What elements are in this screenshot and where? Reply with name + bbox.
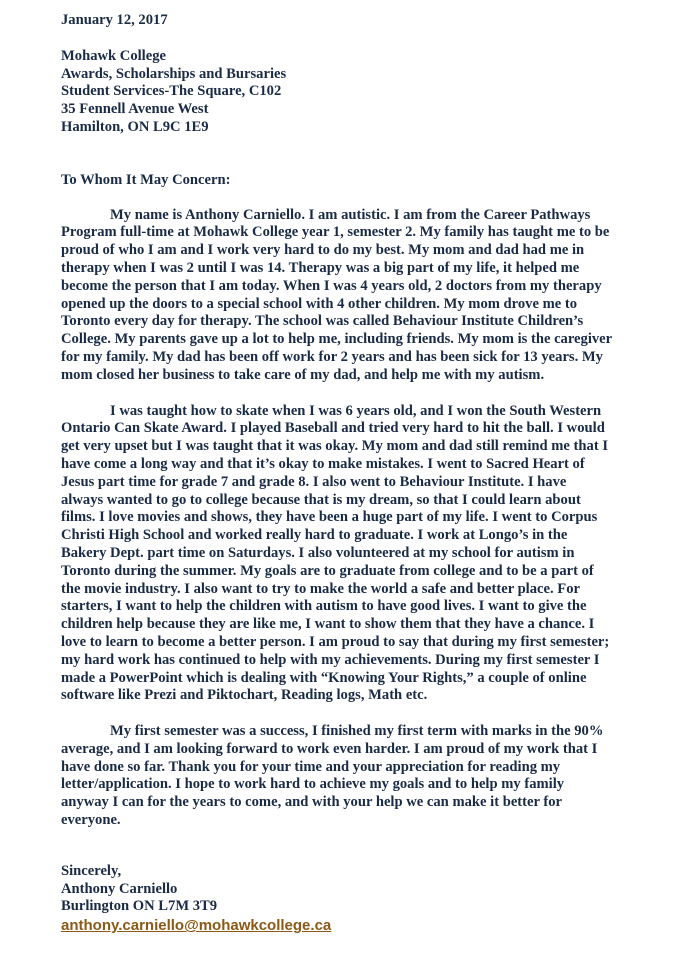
paragraph-line: my hard work has continued to help with my achievements. During my first semester I xyxy=(61,651,600,668)
paragraph-line: become the person that I am today. When I was 4 years old, 2 doctors from my therapy xyxy=(61,277,602,294)
paragraph-1 xyxy=(61,207,661,385)
sender-name: Anthony Carniello xyxy=(61,880,178,897)
letter-date: January 12, 2017 xyxy=(61,12,168,28)
paragraph-line: average, and I am looking forward to work even harder. I am proud of my work that I xyxy=(61,740,598,757)
paragraph-line: I was taught how to skate when I was 6 years old, and I won the South Western xyxy=(110,402,602,419)
paragraph-line: films. I love movies and shows, they have been a huge part of my life. I went to Corpus xyxy=(61,509,598,526)
paragraph-line: children help because they are like me, I want to show them that they have a chance. I xyxy=(61,616,595,633)
paragraph-line: have done so far. Thank you for your time and your appreciation for reading my xyxy=(61,758,561,775)
letter xyxy=(61,12,661,935)
paragraph-line: Bakery Dept. part time on Saturdays. I also volunteered at my school for autism in xyxy=(61,544,575,561)
paragraph-line: My first semester was a success, I finished my first term with marks in the 90% xyxy=(110,723,604,740)
paragraph-line: My name is Anthony Carniello. I am autistic. I am from the Career Pathways xyxy=(110,206,591,223)
paragraph-line: get very upset but I was taught that it was okay. My mom and dad still remind me that I xyxy=(61,438,609,455)
paragraph-line: made a PowerPoint which is dealing with “Knowing Your Rights,” a couple of online xyxy=(61,669,587,686)
paragraph-line: mom closed her business to take care of my dad, and help me with my autism. xyxy=(61,366,545,383)
paragraph-line: always wanted to go to college because that is my dream, so that I could learn about xyxy=(61,491,581,508)
paragraph-line: College. My parents gave up a lot to help me, including friends. My mom is the caregiver xyxy=(61,331,613,348)
email-link[interactable]: anthony.carniello@mohawkcollege.ca xyxy=(61,917,332,935)
closing-block xyxy=(61,863,661,935)
paragraph-line: for my family. My dad has been off work for 2 years and has been sick for 13 years. My xyxy=(61,348,603,365)
recipient-line: Hamilton, ON L9C 1E9 xyxy=(61,118,209,135)
paragraph-line: Jesus part time for grade 7 and grade 8. I also went to Behaviour Institute. I have xyxy=(61,473,567,490)
paragraph-line: letter/application. I hope to work hard to achieve my goals and to help my family xyxy=(61,776,565,793)
paragraph-2 xyxy=(61,403,661,706)
paragraph-line: anyway I can for the years to come, and with your help we can make it better for xyxy=(61,794,562,811)
paragraph-3 xyxy=(61,723,661,830)
paragraph-line: the movie industry. I also want to try to make the world a safe and better place. For xyxy=(61,580,580,597)
salutation: To Whom It May Concern: xyxy=(61,171,231,188)
sender-address: Burlington ON L7M 3T9 xyxy=(61,898,218,915)
paragraph-line: proud of who I am and I work very hard to do my best. My mom and dad had me in xyxy=(61,242,585,259)
paragraph-line: opened up the doors to a special school with 4 other children. My mom drove me to xyxy=(61,295,578,312)
paragraph-line: have come a long way and that it’s okay to make mistakes. I went to Sacred Heart of xyxy=(61,455,585,472)
paragraph-line: therapy when I was 2 until I was 14. Therapy was a big part of my life, it helped me xyxy=(61,259,580,276)
recipient-line: 35 Fennell Avenue West xyxy=(61,101,209,118)
recipient-address xyxy=(61,48,661,137)
recipient-line: Mohawk College xyxy=(61,47,166,64)
paragraph-line: love to learn to become a better person. I am proud to say that during my first semester; xyxy=(61,633,610,650)
paragraph-line: everyone. xyxy=(61,812,121,829)
paragraph-line: software like Prezi and Piktochart, Reading logs, Math etc. xyxy=(61,687,428,704)
paragraph-line: Christi High School and worked really hard to graduate. I work at Longo’s in the xyxy=(61,527,568,544)
paragraph-line: Program full-time at Mohawk College year 1, semester 2. My family has taught me to be xyxy=(61,224,610,241)
signoff: Sincerely, xyxy=(61,862,122,879)
paragraph-line: Toronto during the summer. My goals are to graduate from college and to be a part of xyxy=(61,562,594,579)
paragraph-line: Ontario Can Skate Award. I played Baseball and tried very hard to hit the ball. I would xyxy=(61,420,605,437)
recipient-line: Student Services-The Square, C102 xyxy=(61,83,282,100)
paragraph-line: starters, I want to help the children with autism to have good lives. I want to give the xyxy=(61,598,587,615)
recipient-line: Awards, Scholarships and Bursaries xyxy=(61,65,287,82)
paragraph-line: Toronto every day for therapy. The school was called Behaviour Institute Children’s xyxy=(61,313,584,330)
